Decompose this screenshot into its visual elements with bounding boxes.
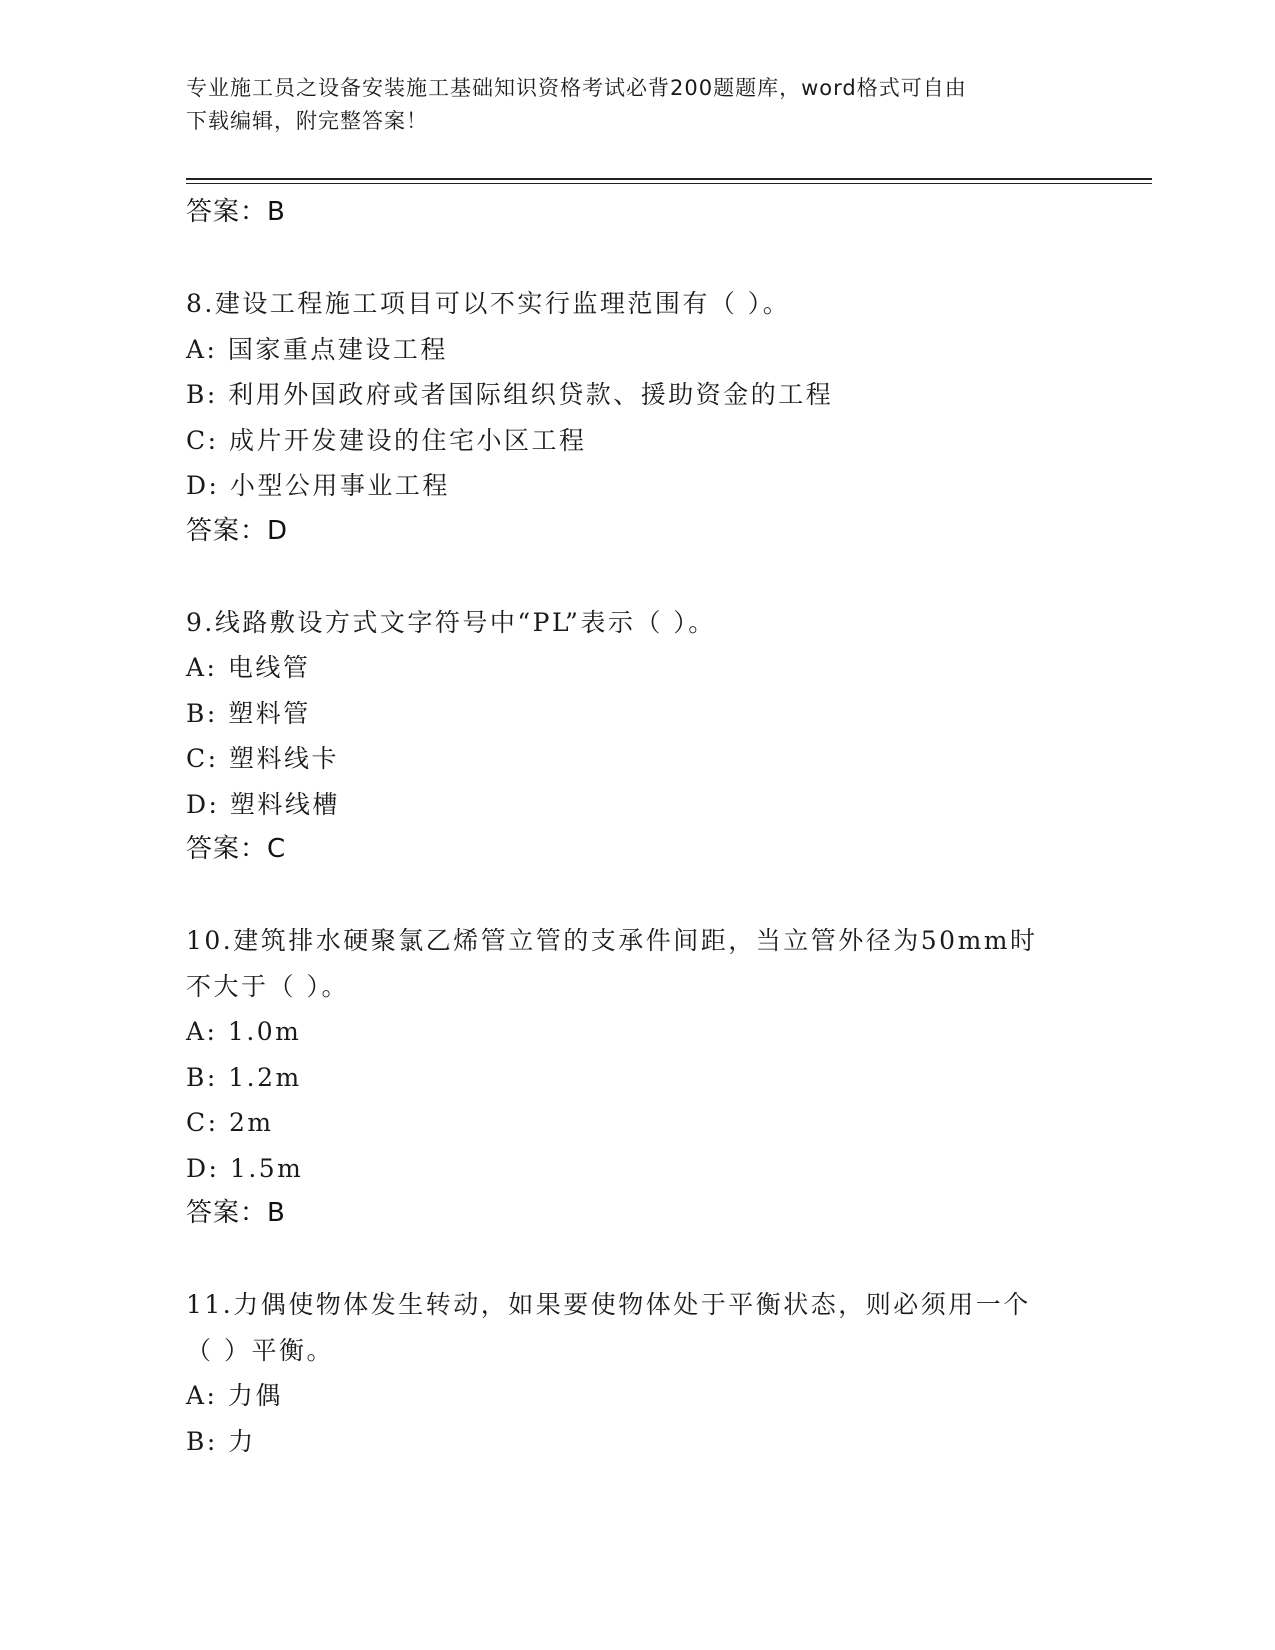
- question-block: [186, 1282, 1086, 1464]
- option-d: D: 1.5m: [186, 1153, 304, 1183]
- answer-line: 答案：D: [186, 515, 289, 546]
- option-a: A: 电线管: [186, 653, 311, 682]
- option-c: C: 成片开发建设的住宅小区工程: [186, 425, 587, 455]
- option-a: A: 1.0m: [186, 1017, 302, 1046]
- spacer: [186, 1237, 1086, 1283]
- header-line-2: 下载编辑，附完整答案！: [186, 109, 428, 133]
- header-line-1: 专业施工员之设备安装施工基础知识资格考试必背200题题库，word格式可自由: [186, 76, 967, 100]
- question-block: [186, 600, 1086, 873]
- header-rule-thin: [186, 183, 1152, 184]
- option-d: D: 塑料线槽: [186, 789, 340, 819]
- question-stem: 8.建设工程施工项目可以不实行监理范围有（ ）。: [186, 289, 791, 318]
- question-stem: 10.建筑排水硬聚氯乙烯管立管的支承件间距，当立管外径为50mm时: [186, 926, 1038, 955]
- option-b: B: 力: [186, 1426, 256, 1456]
- option-b: B: 利用外国政府或者国际组织贷款、援助资金的工程: [186, 380, 834, 409]
- question-stem: 9.线路敷设方式文字符号中“PL”表示（ ）。: [186, 607, 716, 637]
- spacer: [186, 554, 1086, 600]
- spacer: [186, 873, 1086, 919]
- document-header: [186, 72, 1066, 138]
- header-rule-thick: [186, 178, 1152, 180]
- option-c: C: 2m: [186, 1108, 274, 1137]
- question-content: [186, 190, 1086, 1464]
- option-d: D: 小型公用事业工程: [186, 471, 450, 500]
- question-stem-continued: 不大于（ ）。: [186, 971, 349, 1001]
- option-a: A: 力偶: [186, 1381, 283, 1410]
- question-block: [186, 281, 1086, 554]
- answer-line: 答案：B: [186, 1198, 286, 1228]
- option-b: B: 塑料管: [186, 698, 311, 728]
- option-a: A: 国家重点建设工程: [186, 334, 448, 364]
- question-block: [186, 918, 1086, 1237]
- question-stem: 11.力偶使物体发生转动，如果要使物体处于平衡状态，则必须用一个: [186, 1290, 1031, 1319]
- question-stem-continued: （ ）平衡。: [186, 1335, 334, 1365]
- option-c: C: 塑料线卡: [186, 744, 339, 773]
- answer-line: 答案：B: [186, 197, 286, 227]
- answer-line: 答案：C: [186, 834, 287, 864]
- spacer: [186, 236, 1086, 282]
- option-b: B: 1.2m: [186, 1062, 302, 1092]
